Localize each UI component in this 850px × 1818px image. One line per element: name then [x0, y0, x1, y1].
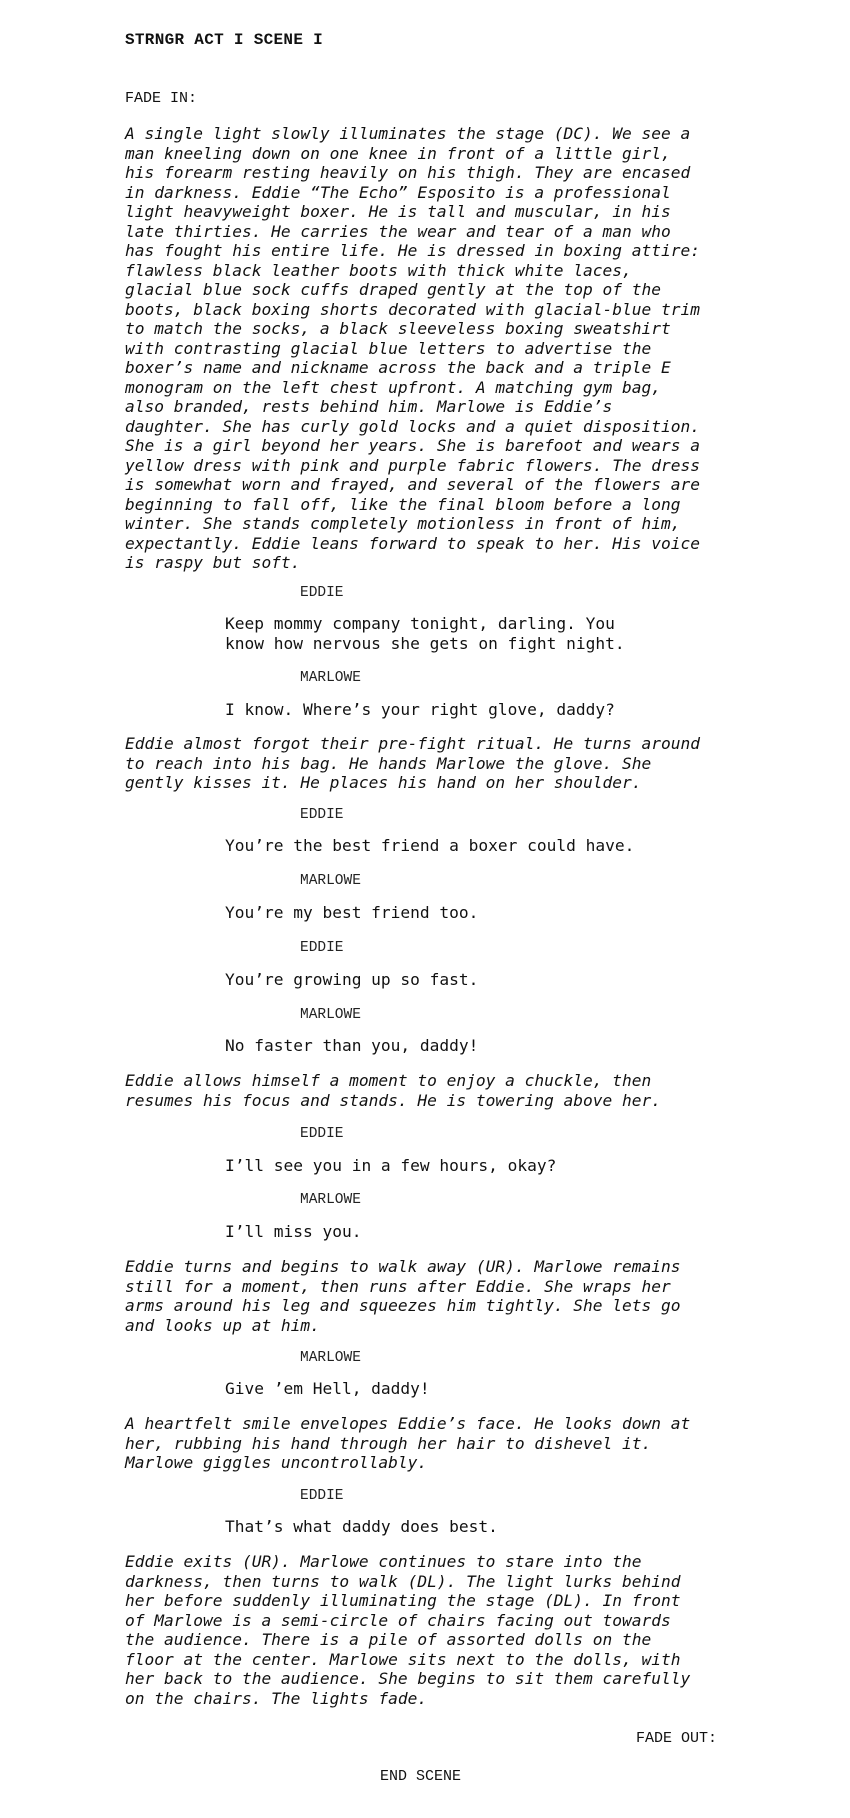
action-paragraph: A single light slowly illuminates the stage (DC). We see a man kneeling down on one knee in front of a little girl, his forearm resting heavily on his thigh. They are encased in darkness. Eddie “The Echo” Esposito is a professional light heavyweight boxer. He is tall and muscular, in his late thirties. He carries the wear and tear of a man who has fought his entire life. He is dressed in boxing attire: flawless black leather boots with thick white laces, glacial blue sock cuffs draped gently at the top of the boots, black boxing shorts decorated with glacial-blue trim to match the socks, a black sleeveless boxing sweatshirt with contrasting glacial blue letters to advertise the boxer’s name and nickname across the back and a triple E monogram on the left chest upfront. A matching gym bag, also branded, rests behind him. Marlowe is Eddie’s daughter. She has curly gold locks and a quiet disposition. She is a girl beyond her years. She is barefoot and wears a yellow dress with pink and purple fabric flowers. The dress is somewhat worn and frayed, and several of the flowers are beginning to fall off, like the final bloom before a long winter. She stands completely motionless in front of him, expectantly. Eddie leans forward to speak to her. His voice is raspy but soft.: [125, 124, 700, 572]
character-cue: MARLOWE: [300, 670, 361, 686]
character-cue: MARLOWE: [300, 1192, 361, 1208]
end-scene-label: END SCENE: [380, 1768, 462, 1785]
character-cue: EDDIE: [300, 1126, 344, 1142]
dialogue-line: I know. Where’s your right glove, daddy?: [225, 700, 615, 719]
action-paragraph: A heartfelt smile envelopes Eddie’s face. He looks down at her, rubbing his hand through her hair to dishevel it. Marlowe giggles uncontrollably.: [125, 1414, 691, 1472]
fade-in-transition: FADE IN:: [125, 90, 198, 107]
dialogue-line: I’ll miss you.: [225, 1222, 362, 1241]
dialogue-line: You’re my best friend too.: [225, 903, 479, 922]
action-paragraph: Eddie turns and begins to walk away (UR). Marlowe remains still for a moment, then runs after Eddie. She wraps her arms around his leg and squeezes him tightly. She lets go and looks up at him.: [125, 1257, 681, 1335]
dialogue-line: Keep mommy company tonight, darling. You know how nervous she gets on fight night.: [225, 614, 625, 653]
scene-title: STRNGR ACT I SCENE I: [125, 31, 324, 49]
character-cue: EDDIE: [300, 1488, 344, 1504]
character-cue: EDDIE: [300, 807, 344, 823]
dialogue-line: That’s what daddy does best.: [225, 1517, 498, 1536]
dialogue-line: Give ’em Hell, daddy!: [225, 1379, 430, 1398]
dialogue-line: You’re the best friend a boxer could have.: [225, 836, 635, 855]
action-paragraph: Eddie almost forgot their pre-fight ritual. He turns around to reach into his bag. He hands Marlowe the glove. She gently kisses it. He places his hand on her shoulder.: [125, 734, 700, 792]
character-cue: MARLOWE: [300, 873, 361, 889]
character-cue: EDDIE: [300, 585, 344, 601]
character-cue: MARLOWE: [300, 1007, 361, 1023]
character-cue: EDDIE: [300, 940, 344, 956]
action-paragraph: Eddie exits (UR). Marlowe continues to stare into the darkness, then turns to walk (DL). The light lurks behind her before suddenly illuminating the stage (DL). In front of Marlowe is a semi-circle of chairs facing out towards the audience. There is a pile of assorted dolls on the floor at the center. Marlowe sits next to the dolls, with her back to the audience. She begins to sit them carefully on the chairs. The lights fade.: [125, 1552, 691, 1708]
dialogue-line: No faster than you, daddy!: [225, 1036, 479, 1055]
dialogue-line: I’ll see you in a few hours, okay?: [225, 1156, 557, 1175]
fade-out-transition: FADE OUT:: [636, 1730, 718, 1747]
character-cue: MARLOWE: [300, 1350, 361, 1366]
dialogue-line: You’re growing up so fast.: [225, 970, 479, 989]
action-paragraph: Eddie allows himself a moment to enjoy a chuckle, then resumes his focus and stands. He is towering above her.: [125, 1071, 662, 1110]
